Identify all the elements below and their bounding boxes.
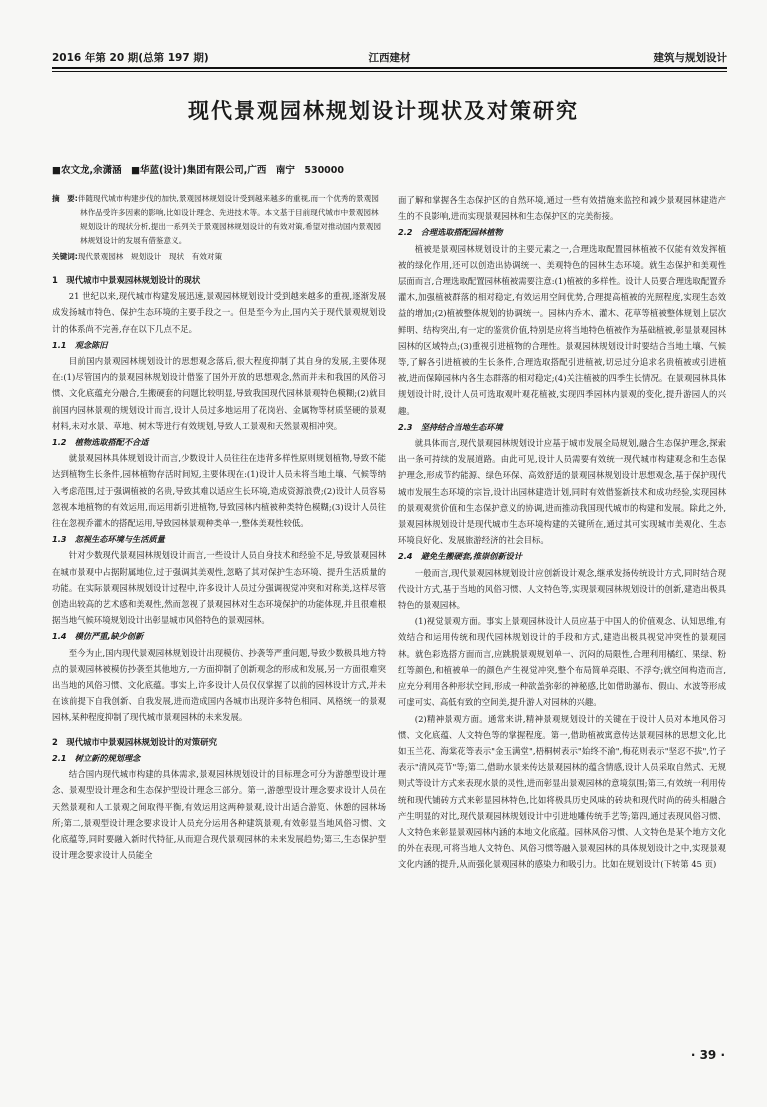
subsection-heading: 1.1 观念陈旧 <box>52 339 108 350</box>
abstract <box>52 192 386 248</box>
page-number: · 39 · <box>690 1048 725 1062</box>
body-paragraph: (2)精神景观方面。通常来讲,精神景观规划设计的关键在于设计人员对本地风俗习惯、文化底蕴、人文特色等的掌握程度。第一,借助植被寓意传达景观园林的思想文化,比如玉兰花、海棠花等表示"金玉满堂",梧桐树表示"始终不渝",梅花则表示"坚忍不拔",竹子表示"清风亮节"等;第二,借助水景来传达景观园林的蕴含情感,设计人员采取自然式、无规则式等设计方式来表现水景的灵性,进而彰显出景观园林的意境氛围;第三,有效统一利用传统和现代铺砖方式来彰显园林特色,比如将极具历史风味的砖块和现代时尚的砖头相融合产生明显的对比,现代景观园林规划设计中引进地雕传统手艺等;第四,通过表现风俗习惯、人文特色来彰显景观园林内涵的本地文化底蕴。园林风俗习惯、人文特色是某个地方文化的外在表现,可将当地人文特色、风俗习惯等融入景观园林的具体规划设计之中,实现景观文化内涵的提升,从而强化景观园林的感染力和吸引力。比如在规划设计(下转第 45 页) <box>398 713 726 870</box>
article-title: 现代景观园林规划设计现状及对策研究 <box>188 99 579 123</box>
section-heading: 1 现代城市中景观园林规划设计的现状 <box>52 275 201 285</box>
body-paragraph: 植被是景观园林规划设计的主要元素之一,合理选取配置园林植被不仅能有效发挥植被的绿化作用,还可以创造出协调统一、美观特色的园林生态环境。就生态保护和美观性层面而言,合理选取配置园林植被需要注意:(1)植被的多样性。设计人员要合理选取配置乔灌木,加强植被群落的相对稳定,有效运用空间优势,合理提高植被的光照程度,实现生态效益的增加;(2)植被整体规划的协调统一。园林内乔木、灌木、花草等植被整体规划上层次鲜明、结构突出,有一定的鉴赏价值,特别是应将当地特色植被作为基础植被,彰显景观园林园林的区域特点;(3)重视引进植物的合理性。景观园林规划设计时要结合当地土壤、气候等,了解各引进植被的生长条件,合理选取搭配引进植被,切忌过分追求名贵植被或引进植被,进而保障园林内各生态群落的相对稳定;(4)关注植被的四季生长情况。在景观园林具体规划设计时,设计人员可选取观叶观花植被,实现四季园林内景观的变化,提升游园人的兴趣。 <box>398 243 726 416</box>
subsection-heading: 1.4 模仿严重,缺少创新 <box>52 631 144 642</box>
body-paragraph: 目前国内景观园林规划设计的思想观念落后,很大程度抑制了其自身的发展,主要体现在:(1)尽管国内的景观园林规划设计借鉴了国外开放的思想观念,然而并未和我国的风俗习惯、文化底蕴充分融合,生搬硬套的问题比较明显,导致我国现代园林景观特色模糊;(2)就目前国内园林景观的规划设计而言,设计人员过多地运用了花岗岩、金属物等材质坚硬的景观材料,未对水景、草地、树木等进行有效规划,导致人工景观和天然景观相冲突。 <box>52 356 386 431</box>
running-header <box>52 50 727 68</box>
keywords-text: 现代景观园林 规划设计 现状 有效对策 <box>77 252 223 261</box>
header-rule-thin <box>52 71 727 72</box>
author-line: ■农文龙,余潇涵 ■华蓝(设计)集团有限公司,广西 南宁 530000 <box>52 165 345 176</box>
left-body <box>52 272 386 863</box>
body-paragraph: 面了解和掌握各生态保护区的自然环境,通过一些有效措施来监控和减少景观园林建造产生的不良影响,进而实现景观园林和生态保护区的完美衔接。 <box>398 195 726 222</box>
issue-info: 2016 年第 20 期(总第 197 期) <box>52 52 209 64</box>
right-column <box>398 192 726 873</box>
body-paragraph: 21 世纪以来,现代城市构建发展迅速,景观园林规划设计受到越来越多的重视,逐渐发展成发扬城市特色、保护生态环境的主要手段之一。但是至今为止,国内关于现代景观规划设计的体系尚不完善,存在以下几点不足。 <box>52 291 386 334</box>
right-body <box>398 192 726 873</box>
abstract-text: 伴随现代城市构建步伐的加快,景观园林规划设计受到越来越多的重视,而一个优秀的景观园林作品受许多因素的影响,比如设计理念、先进技术等。本文基于目前现代城市中景观园林规划设计的现状分析,提出一系列关于景观园林规划设计的有效对策,希望对推动国内景观园林规划设计的发展有借鉴意义。 <box>77 194 381 245</box>
subsection-heading: 1.3 忽视生态环境与生活质量 <box>52 534 165 545</box>
keywords <box>52 250 386 264</box>
subsection-heading: 2.2 合理选取搭配园林植物 <box>398 227 503 238</box>
body-paragraph: (1)视觉景观方面。事实上景观园林设计人员应基于中国人的价值观念、认知思维,有效结合和运用传统和现代园林规划设计的手段和方式,建造出极具视觉冲突性的景观园林。就色彩选搭方面而言,应跳脱景观规划单一、沉闷的局限性,合理利用橘红、果绿、粉红等颜色,和植被单一的颜色产生视觉冲突,整个布局简单亮眼、不浮夸;就空间构造而言,应充分利用各种形状空间,形成一种欲盖弥彰的神秘感,比如借助瀑布、假山、水波等形成可虚可实、高低有致的空间美,提升游人对园林的兴趣。 <box>398 616 726 708</box>
journal-name: 江西建材 <box>368 52 411 64</box>
body-paragraph: 至今为止,国内现代景观园林规划设计出现模仿、抄袭等严重问题,导致少数极具地方特点的景观园林被模仿抄袭至其他地方,一方面抑制了创新观念的形成和发展,另一方面很难突出当地的风俗习惯、文化底蕴。事实上,许多设计人员仅仅掌握了以前的园林设计方式,并未在该前提下自我创新、自我发展,进而造成国内各城市出现许多特色相同、风格统一的景观园林,某种程度抑制了现代城市景观园林的未来发展。 <box>52 647 386 723</box>
subsection-heading: 2.4 避免生搬硬套,推崇创新设计 <box>398 551 523 562</box>
subsection-heading: 2.3 坚持结合当地生态环境 <box>398 421 503 432</box>
body-paragraph: 就景观园林具体规划设计而言,少数设计人员往往在违背多样性原则规划植物,导致不能达到植物生长条件,园林植物存活时间短,主要体现在:(1)设计人员未将当地土壤、气候等纳入考虑范围,过于强调植被的名贵,导致其难以适应生长环境,造成资源浪费;(2)设计人员容易忽视本地植物的有效运用,而运用新引进植物,导致园林内植被种类特色模糊;(3)设计人员往往在忽视乔灌木的搭配运用,导致园林景观种类单一,整体美观性较低。 <box>52 453 386 529</box>
subsection-heading: 2.1 树立新的规划理念 <box>52 752 141 763</box>
section-name: 建筑与规划设计 <box>653 52 727 64</box>
abstract-label: 摘 要: <box>52 194 78 203</box>
left-column <box>52 192 386 863</box>
keywords-label: 关键词: <box>52 252 78 261</box>
body-paragraph: 针对少数现代景观园林规划设计而言,一些设计人员自身技术和经验不足,导致景观园林在城市景观中占据附属地位,过于强调其美观性,忽略了其对保护生态环境、提升生活质量的功能。在实际景观园林规划设计过程中,许多设计人员过分强调视觉冲突和对称美,这样尽管创造出较高的艺术感和美观性,然而忽视了景观园林对生态环境保护的功能体现,并且很难根据当地气候环境规划设计出彰显城市风俗特色的景观园林。 <box>52 550 386 626</box>
subsection-heading: 1.2 植物选取搭配不合适 <box>52 437 149 448</box>
body-paragraph: 就具体而言,现代景观园林规划设计应基于城市发展全局规划,融合生态保护理念,探索出一条可持续的发展道路。由此可见,设计人员需要有效统一现代城市构建观念和生态保护理念,形成节约能源、绿色环保、高效舒适的景观园林规划设计思想观念,基于保护现代城市发展生态环境的宗旨,设计出园林建造计划,同时有效借鉴新技术和成功经验,实现园林的景观观赏价值和生态保护意义的协调,进而推动我国现代城市的构建和发展。除此之外,景观园林规划设计是现代城市生态环境构建的关键所在,通过其可实现城市美观化、生态环境良好化、发展旅游经济的社会目标。 <box>398 438 726 546</box>
body-paragraph: 结合国内现代城市构建的具体需求,景观园林规划设计的目标理念可分为游憩型设计理念、景观型设计理念和生态保护型设计理念三部分。第一,游憩型设计理念要求设计人员在天然景观和人工景观之间取得平衡,有效运用这两种景观,设计出适合游览、休憩的园林场所;第二,景观型设计理念要求设计人员充分运用各种建筑景观,有效彰显当地风俗习惯、文化底蕴等,同时要融入新时代特征,从而迎合现代景观园林的未来发展趋势;第三,生态保护型设计理念要求设计人员能全 <box>52 769 386 861</box>
body-paragraph: 一般而言,现代景观园林规划设计应创新设计观念,继承发扬传统设计方式,同时结合现代设计方式,基于当地的风俗习惯、人文特色等,实现景观园林规划设计的创新,建造出极具特色的景观园林。 <box>398 567 726 611</box>
section-heading: 2 现代城市中景观园林规划设计的对策研究 <box>52 736 217 747</box>
header-rule-thick <box>52 67 727 69</box>
